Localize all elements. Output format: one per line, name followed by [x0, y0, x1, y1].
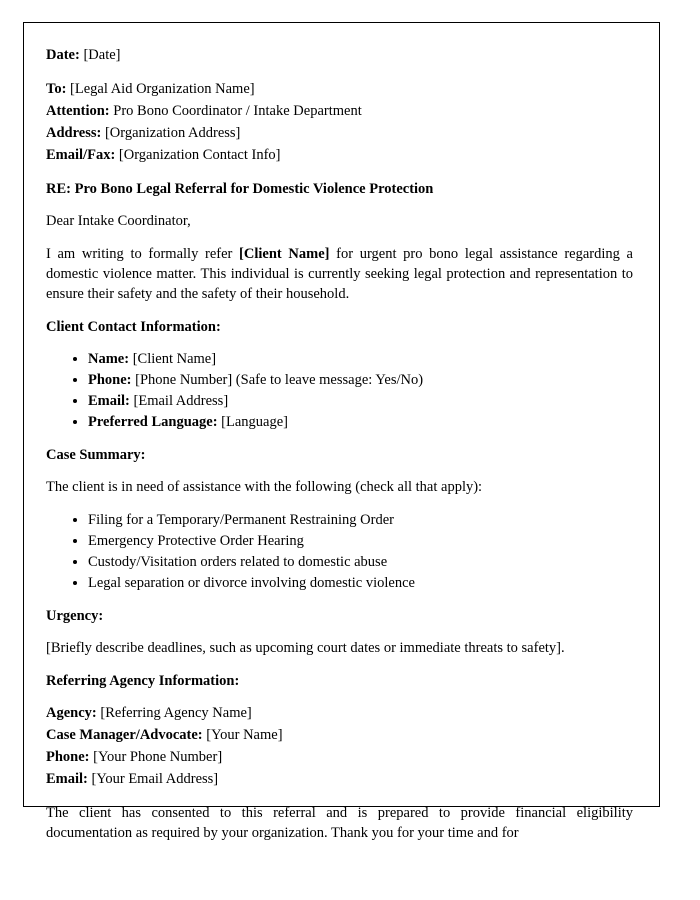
list-item [88, 370, 633, 390]
date-label: Date: [46, 47, 80, 63]
client-contact-list [46, 349, 633, 432]
referring-agency-heading: Referring Agency Information: [46, 673, 240, 689]
recipient-emailfax-line [46, 145, 633, 165]
intro-before-bold: I am writing to formally refer [46, 246, 240, 262]
agency-label: Agency: [46, 705, 97, 721]
list-item: • Legal separation or divorce involving domestic violence [88, 573, 633, 593]
intro-paragraph [46, 244, 633, 304]
client-language-value: [Language] [221, 414, 288, 430]
referring-agency-block [46, 703, 633, 789]
intro-after-bold: for urgent pro bono legal assistance regarding a domestic violence matter. This individual is currently seeking legal protection and representation to ensure their safety and the safety of their household. [46, 246, 633, 302]
urgency-paragraph: [Briefly describe deadlines, such as upcoming court dates or immediate threats to safety]. [46, 640, 565, 656]
case-summary-list [46, 510, 633, 593]
client-name-label: Name: [88, 351, 130, 367]
intro-client-name: [Client Name] [239, 246, 330, 262]
recipient-attention-label: Attention: [46, 103, 110, 119]
recipient-emailfax-label: Email/Fax: [46, 147, 116, 163]
recipient-attention-line [46, 101, 633, 121]
date-value: [Date] [83, 47, 121, 63]
client-name-value: [Client Name] [132, 351, 217, 367]
list-item: • Custody/Visitation orders related to domestic abuse [88, 552, 633, 572]
agency-email-label: Email: [46, 771, 88, 787]
urgency-heading: Urgency: [46, 608, 104, 624]
client-language-label: Preferred Language: [88, 414, 218, 430]
recipient-address-label: Address: [46, 125, 102, 141]
agency-phone-label: Phone: [46, 749, 90, 765]
case-manager-line [46, 725, 633, 745]
list-item [88, 391, 633, 411]
case-summary-paragraph: The client is in need of assistance with the following (check all that apply): [46, 479, 483, 495]
recipient-address-line [46, 123, 633, 143]
recipient-attention-value: Pro Bono Coordinator / Intake Department [113, 103, 362, 119]
agency-email-line [46, 769, 633, 789]
recipient-to-label: To: [46, 81, 67, 97]
document-content [24, 23, 659, 843]
list-item: • Filing for a Temporary/Permanent Restraining Order [88, 510, 633, 530]
agency-value: [Referring Agency Name] [100, 705, 252, 721]
salutation: Dear Intake Coordinator, [46, 213, 191, 229]
list-item [88, 412, 633, 432]
recipient-to-value: [Legal Aid Organization Name] [70, 81, 255, 97]
subject-line: RE: Pro Bono Legal Referral for Domestic Violence Protection [46, 181, 434, 197]
recipient-emailfax-value: [Organization Contact Info] [118, 147, 281, 163]
client-phone-label: Phone: [88, 372, 132, 388]
case-summary-heading: Case Summary: [46, 447, 146, 463]
agency-line [46, 703, 633, 723]
recipient-block [46, 79, 633, 165]
client-phone-value: [Phone Number] (Safe to leave message: Yes/No) [135, 372, 424, 388]
date-line [46, 45, 633, 65]
recipient-to-line [46, 79, 633, 99]
client-email-label: Email: [88, 393, 130, 409]
client-email-value: [Email Address] [133, 393, 229, 409]
list-item: • Emergency Protective Order Hearing [88, 531, 633, 551]
agency-email-value: [Your Email Address] [91, 771, 219, 787]
case-manager-label: Case Manager/Advocate: [46, 727, 203, 743]
case-manager-value: [Your Name] [206, 727, 283, 743]
closing-paragraph: The client has consented to this referral and is prepared to provide financial eligibility documentation as required by your organization. Thank you for your time and for [46, 805, 633, 841]
list-item [88, 349, 633, 369]
document-page [23, 22, 660, 841]
recipient-address-value: [Organization Address] [104, 125, 241, 141]
agency-phone-value: [Your Phone Number] [93, 749, 223, 765]
agency-phone-line [46, 747, 633, 767]
client-contact-heading: Client Contact Information: [46, 319, 221, 335]
